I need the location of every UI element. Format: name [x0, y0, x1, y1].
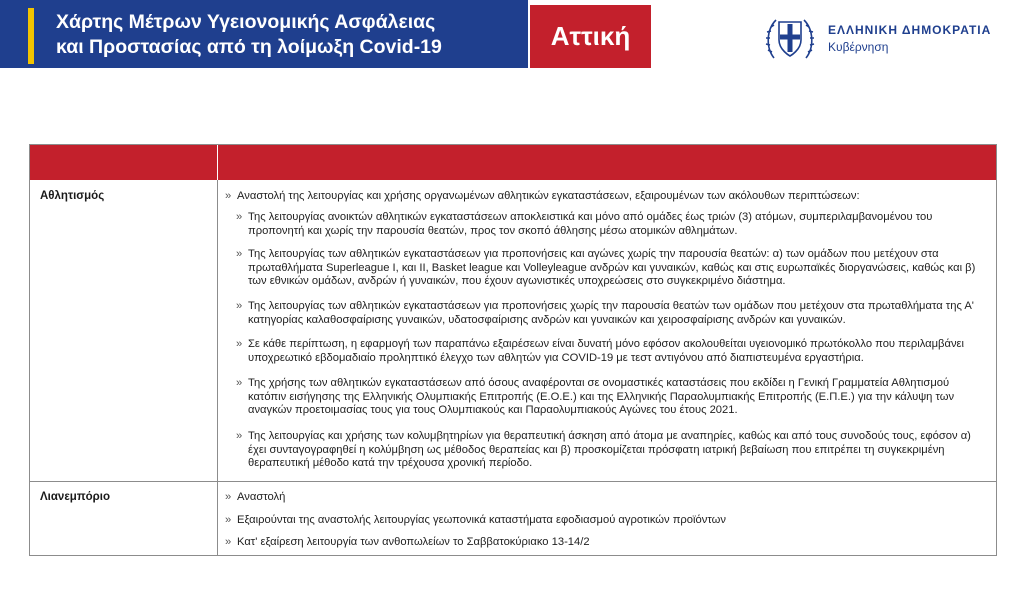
table-header-bar [30, 145, 996, 180]
bullet-marker: » [236, 430, 243, 442]
bullet-marker: » [236, 377, 243, 389]
item-text: Σε κάθε περίπτωση, η εφαρμογή των παραπάνω εξαιρέσεων είναι δυνατή μόνο εφόσον ακολουθείται υγειονομικό πρωτόκολλο που περιλαμβάνει υποχρεωτικό εβδομαδιαίο προληπτικό έλεγχο των αθλητών για COVID-19 με τεστ αντιγόνου από διαπιστευμένα εργαστήρια. [248, 338, 965, 364]
bullet-marker: » [236, 211, 243, 223]
header-title-band [0, 0, 528, 68]
bullet-marker: » [236, 248, 243, 260]
measures-table [29, 144, 997, 556]
item-text: Της λειτουργίας και χρήσης των κολυμβητηρίων για θεραπευτική άσκηση από άτομα με αναπηρίες, καθώς και από τους συνοδούς τους, εφόσον α) έχει συνταγογραφηθεί η κολύμβηση ως μέθοδος θεραπείας και β) προσκομίζεται πρόσφατη ιατρική βεβαίωση που επιτρέπει τη συγκεκριμένη θεραπευτική μέθοδο κατά την τρέχουσα χρονική περίοδο. [248, 430, 971, 469]
item-text: Αναστολή της λειτουργίας και χρήσης οργανωμένων αθλητικών εγκαταστάσεων, εξαιρουμένων των ακόλουθων περιπτώσεων: [237, 190, 860, 202]
list-item [225, 514, 977, 528]
government-subtitle: Κυβέρνηση [828, 40, 889, 54]
category-label-sports: Αθλητισμός [40, 190, 105, 202]
list-item [236, 338, 978, 365]
bullet-marker: » [225, 190, 232, 202]
list-item [225, 536, 977, 550]
table-row-divider [30, 481, 996, 482]
list-item [236, 430, 978, 471]
item-text: Της λειτουργίας των αθλητικών εγκαταστάσεων για προπονήσεις και αγώνες χωρίς την παρουσία θεατών: α) των ομάδων που μετέχουν στα πρωταθλήματα Superleague I, και II, Basket league και Volleyleague ανδρών και γυναικών, καθώς και στις ευρωπαϊκές διοργανώσεις, καθώς και β) των εθνικών ομάδων, ανδρών ή γυναικών, που έχουν αγωνιστικές υποχρεώσεις στο συγκεκριμένο διάστημα. [248, 248, 976, 287]
bullet-marker: » [225, 514, 232, 526]
table-header-divider [217, 145, 218, 180]
item-text: Κατ' εξαίρεση λειτουργία των ανθοπωλείων το Σαββατοκύριακο 13-14/2 [237, 536, 590, 548]
list-item [236, 300, 978, 327]
greek-coat-of-arms-icon [764, 12, 816, 64]
table-column-divider [217, 180, 218, 555]
bullet-marker: » [225, 536, 232, 548]
item-text: Εξαιρούνται της αναστολής λειτουργίας γεωπονικά καταστήματα εφοδιασμού αγροτικών προϊόντων [237, 514, 726, 526]
item-text: Αναστολή [237, 491, 286, 503]
list-item [236, 377, 978, 418]
list-item [225, 491, 977, 505]
page-title [56, 10, 526, 60]
bullet-marker: » [225, 491, 232, 503]
list-item [236, 248, 978, 289]
region-badge: Αττική [530, 5, 651, 68]
list-item [236, 211, 978, 238]
list-item [225, 190, 977, 204]
category-label-retail: Λιανεμπόριο [40, 491, 110, 503]
item-text: Της χρήσης των αθλητικών εγκαταστάσεων από όσους αναφέρονται σε ονομαστικές καταστάσεις που εκδίδει η Γενική Γραμματεία Αθλητισμού κατόπιν εισήγησης της Ελληνικής Ολυμπιακής Επιτροπής (Ε.Ο.Ε.) και της Ελληνικής Παραολυμπιακής Επιτροπής (Ε.Π.Ε.) για την κάλυψη των αναγκών προετοιμασίας τους για τους Ολυμπιακούς και Παραολυμπιακούς Αγώνες του έτους 2021. [248, 377, 955, 416]
item-text: Της λειτουργίας ανοικτών αθλητικών εγκαταστάσεων αποκλειστικά και μόνο από ομάδες έως τριών (3) ατόμων, συμπεριλαμβανομένου του προπονητή και χωρίς την παρουσία θεατών, προς τον σκοπό άθλησης μέσω ατομικών αθλημάτων. [248, 211, 933, 237]
header-accent-bar [28, 8, 34, 64]
bullet-marker: » [236, 338, 243, 350]
page-title-line-1: Χάρτης Μέτρων Υγειονομικής Ασφάλειας [56, 11, 436, 33]
page-title-line-2: και Προστασίας από τη λοίμωξη Covid-19 [56, 36, 442, 58]
bullet-marker: » [236, 300, 243, 312]
item-text: Της λειτουργίας των αθλητικών εγκαταστάσεων για προπονήσεις χωρίς την παρουσία θεατών των ομάδων που μετέχουν στα πρωταθλήματα της Α' κατηγορίας καλαθοσφαίρισης γυναικών, υδατοσφαίρισης ανδρών και γυναικών και χειροσφαίρισης ανδρών και γυναικών. [248, 300, 974, 326]
government-name: ΕΛΛΗΝΙΚΗ ΔΗΜΟΚΡΑΤΙΑ [828, 23, 992, 37]
